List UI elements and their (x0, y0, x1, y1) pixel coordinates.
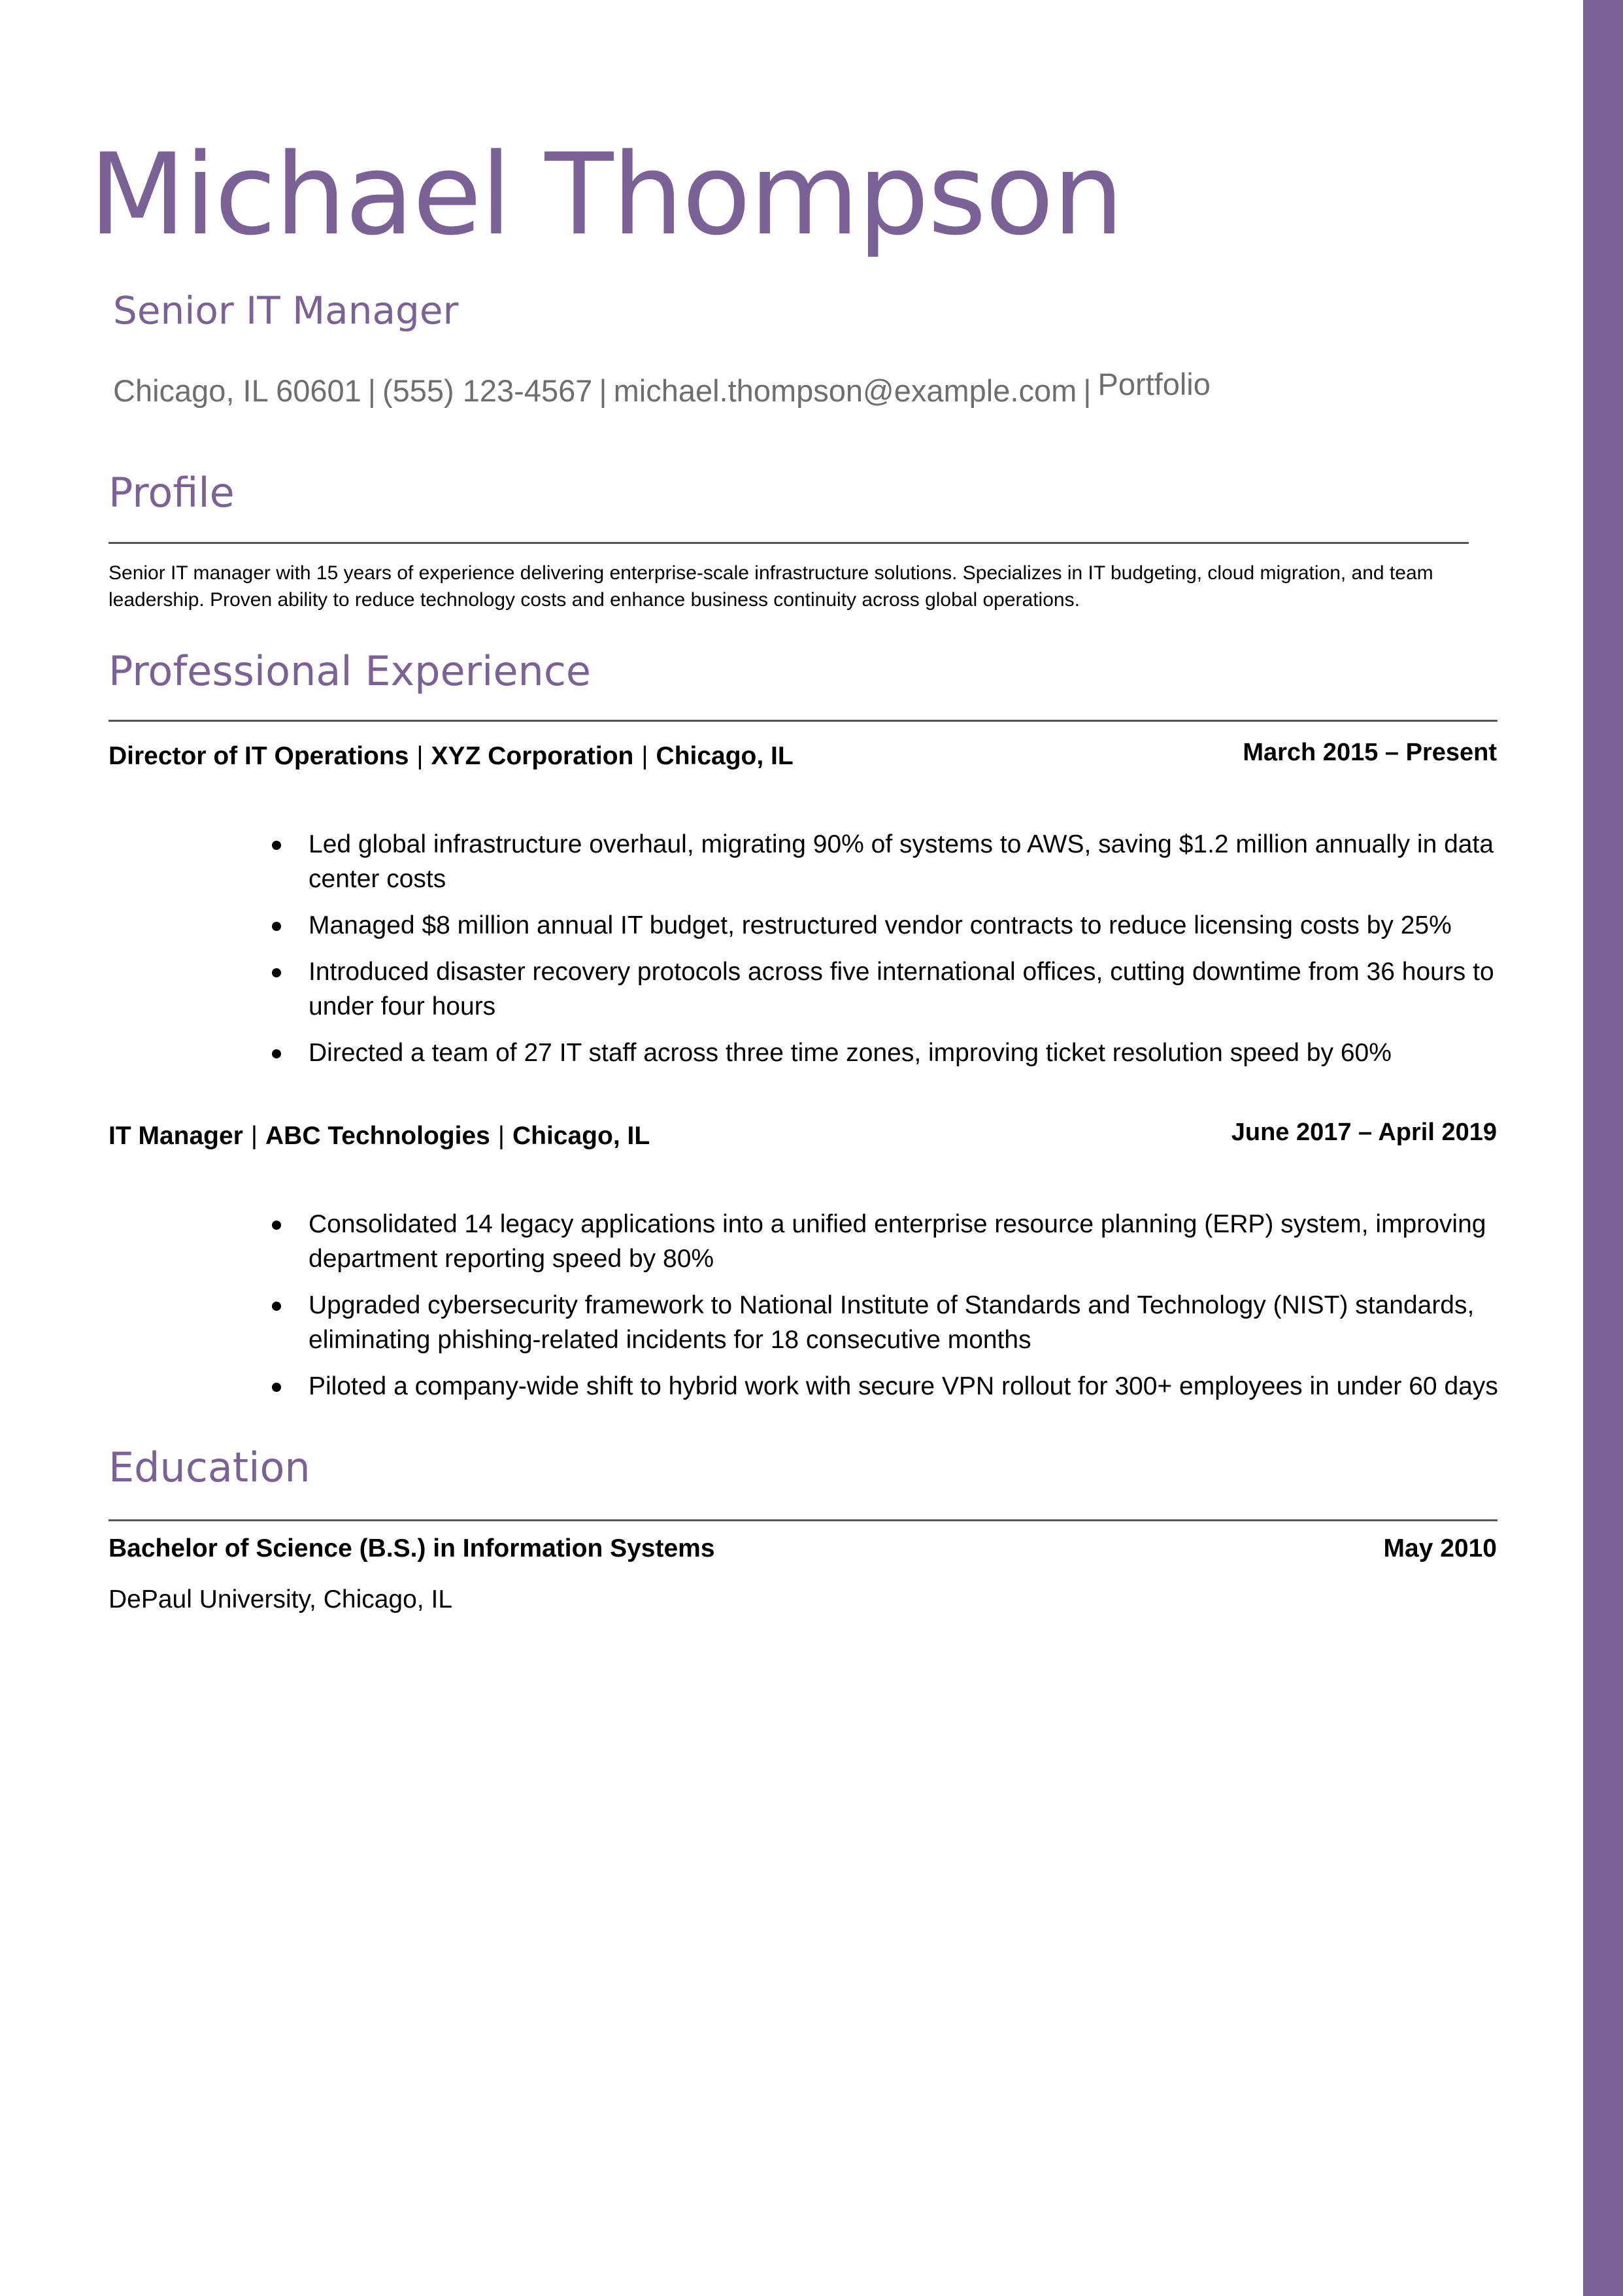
experience-divider (109, 720, 1498, 722)
job-bullet: Consolidated 14 legacy applications into a unified enterprise resource planning (ERP) system, improving department reporting speed by 80% (309, 1207, 1505, 1276)
job-header-separator: | (416, 742, 424, 770)
job-bullet: Introduced disaster recovery protocols across five international offices, cutting downtime from 36 hours to under four hours (309, 954, 1505, 1024)
job-bullet: Managed $8 million annual IT budget, restructured vendor contracts to reduce licensing costs by 25% (309, 908, 1505, 943)
job-bullet: Upgraded cybersecurity framework to National Institute of Standards and Technology (NIST) standards, eliminating phishing-related incidents for 18 consecutive months (309, 1288, 1505, 1357)
contact-phone: (555) 123-4567 (382, 373, 593, 408)
candidate-name: Michael Thompson (89, 129, 1123, 260)
job-bullet-list (309, 827, 1505, 1082)
job-role: Director of IT Operations (109, 742, 409, 770)
job-bullet-list (309, 1207, 1505, 1415)
contact-separator: | (367, 373, 376, 408)
contact-separator: | (1083, 373, 1092, 408)
job-bullet: Piloted a company-wide shift to hybrid work with secure VPN rollout for 300+ employees in under 60 days (309, 1369, 1505, 1404)
contact-separator: | (599, 373, 607, 408)
job-header-separator: | (641, 742, 648, 770)
job-company: XYZ Corporation (431, 742, 634, 770)
candidate-title: Senior IT Manager (113, 288, 459, 333)
education-date: May 2010 (1383, 1534, 1497, 1562)
job-dates: March 2015 – Present (1243, 739, 1497, 766)
job-role: IT Manager (109, 1122, 243, 1150)
job-location: Chicago, IL (656, 742, 794, 770)
portfolio-link[interactable]: Portfolio (1097, 367, 1211, 401)
job-header (109, 741, 794, 772)
profile-summary: Senior IT manager with 15 years of experience delivering enterprise-scale infrastructure solutions. Specializes in IT budgeting, cloud migration, and team leadership. Proven ability to reduce technology costs and enhance business continuity across global operations. (109, 562, 1433, 611)
job-company: ABC Technologies (265, 1122, 490, 1150)
job-header-separator: | (497, 1122, 505, 1150)
experience-heading: Professional Experience (109, 647, 592, 695)
job-location: Chicago, IL (512, 1122, 650, 1150)
accent-side-bar (1583, 0, 1623, 2296)
profile-divider (109, 542, 1469, 544)
contact-location: Chicago, IL 60601 (113, 373, 361, 408)
education-school: DePaul University, Chicago, IL (109, 1585, 453, 1613)
job-header (109, 1121, 650, 1152)
job-bullet: Led global infrastructure overhaul, migrating 90% of systems to AWS, saving $1.2 million annually in data center costs (309, 827, 1505, 896)
contact-line (113, 367, 1211, 411)
job-header-separator: | (250, 1122, 258, 1150)
contact-email[interactable]: michael.thompson@example.com (613, 373, 1077, 408)
job-dates: June 2017 – April 2019 (1231, 1119, 1497, 1146)
education-heading: Education (109, 1443, 310, 1491)
profile-heading: Profile (109, 469, 235, 516)
job-bullet: Directed a team of 27 IT staff across three time zones, improving ticket resolution speed by 60% (309, 1036, 1505, 1070)
education-divider (109, 1519, 1498, 1521)
education-degree: Bachelor of Science (B.S.) in Information Systems (109, 1534, 715, 1562)
